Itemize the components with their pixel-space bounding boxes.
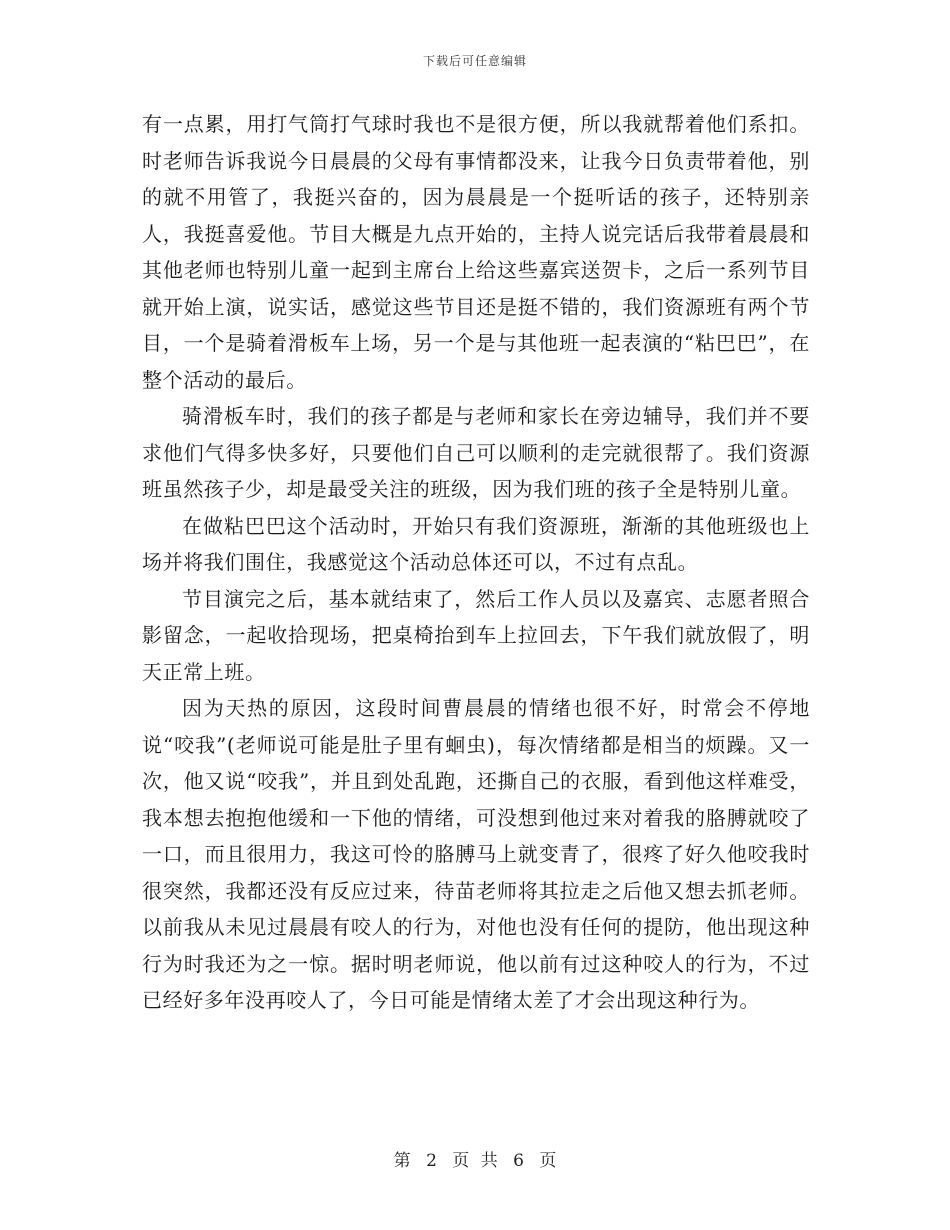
footer-middle: 页 共 <box>452 1151 498 1171</box>
page-footer <box>0 1146 950 1171</box>
footer-prefix: 第 <box>393 1151 411 1171</box>
footer-total-pages: 6 <box>513 1151 524 1171</box>
paragraph-continued: 有一点累，用打气筒打气球时我也不是很方便，所以我就帮着他们系扣。时老师告诉我说今日晨晨的父母有事情都没来，让我今日负责带着他，别的就不用管了，我挺兴奋的，因为晨晨是一个挺听话的孩子，还特别亲人，我挺喜爱他。节目大概是九点开始的，主持人说完话后我带着晨晨和其他老师也特别儿童一起到主席台上给这些嘉宾送贺卡，之后一系列节目就开始上演，说实话，感觉这些节目还是挺不错的，我们资源班有两个节目，一个是骑着滑板车上场，另一个是与其他班一起表演的“粘巴巴”，在整个活动的最后。 <box>142 112 810 392</box>
paragraph-scooter: 骑滑板车时，我们的孩子都是与老师和家长在旁边辅导，我们并不要求他们气得多快多好，只要他们自己可以顺利的走完就很帮了。我们资源班虽然孩子少，却是最受关注的班级，因为我们班的孩子全是特别儿童。 <box>142 404 810 501</box>
paragraph-biting-incident: 因为天热的原因，这段时间曹晨晨的情绪也很不好，时常会不停地说“咬我”(老师说可能是肚子里有蛔虫)，每次情绪都是相当的烦躁。又一次，他又说“咬我”，并且到处乱跑，还撕自己的衣服，看到他这样难受，我本想去抱抱他缓和一下他的情绪，可没想到他过来对着我的胳膊就咬了一口，而且很用力，我这可怜的胳膊马上就变青了，很疼了好久他咬我时很突然，我都还没有反应过来，待苗老师将其拉走之后他又想去抓老师。以前我从未见过晨晨有咬人的行为，对他也没有任何的提防，他出现这种行为时我还为之一惊。据时明老师说，他以前有过这种咬人的行为，不过已经好多年没再咬人了，今日可能是情绪太差了才会出现这种行为。 <box>142 696 810 1012</box>
document-body <box>142 106 810 1019</box>
paragraph-after-show: 节目演完之后，基本就结束了，然后工作人员以及嘉宾、志愿者照合影留念，一起收拾现场，把桌椅抬到车上拉回去，下午我们就放假了，明天正常上班。 <box>142 586 810 684</box>
footer-suffix: 页 <box>539 1151 557 1171</box>
paragraph-sticky-activity: 在做粘巴巴这个活动时，开始只有我们资源班，渐渐的其他班级也上场并将我们围住，我感觉这个活动总体还可以，不过有点乱。 <box>142 513 810 574</box>
page-header: 下载后可任意编辑 <box>422 54 527 68</box>
footer-page-number: 2 <box>426 1151 437 1171</box>
